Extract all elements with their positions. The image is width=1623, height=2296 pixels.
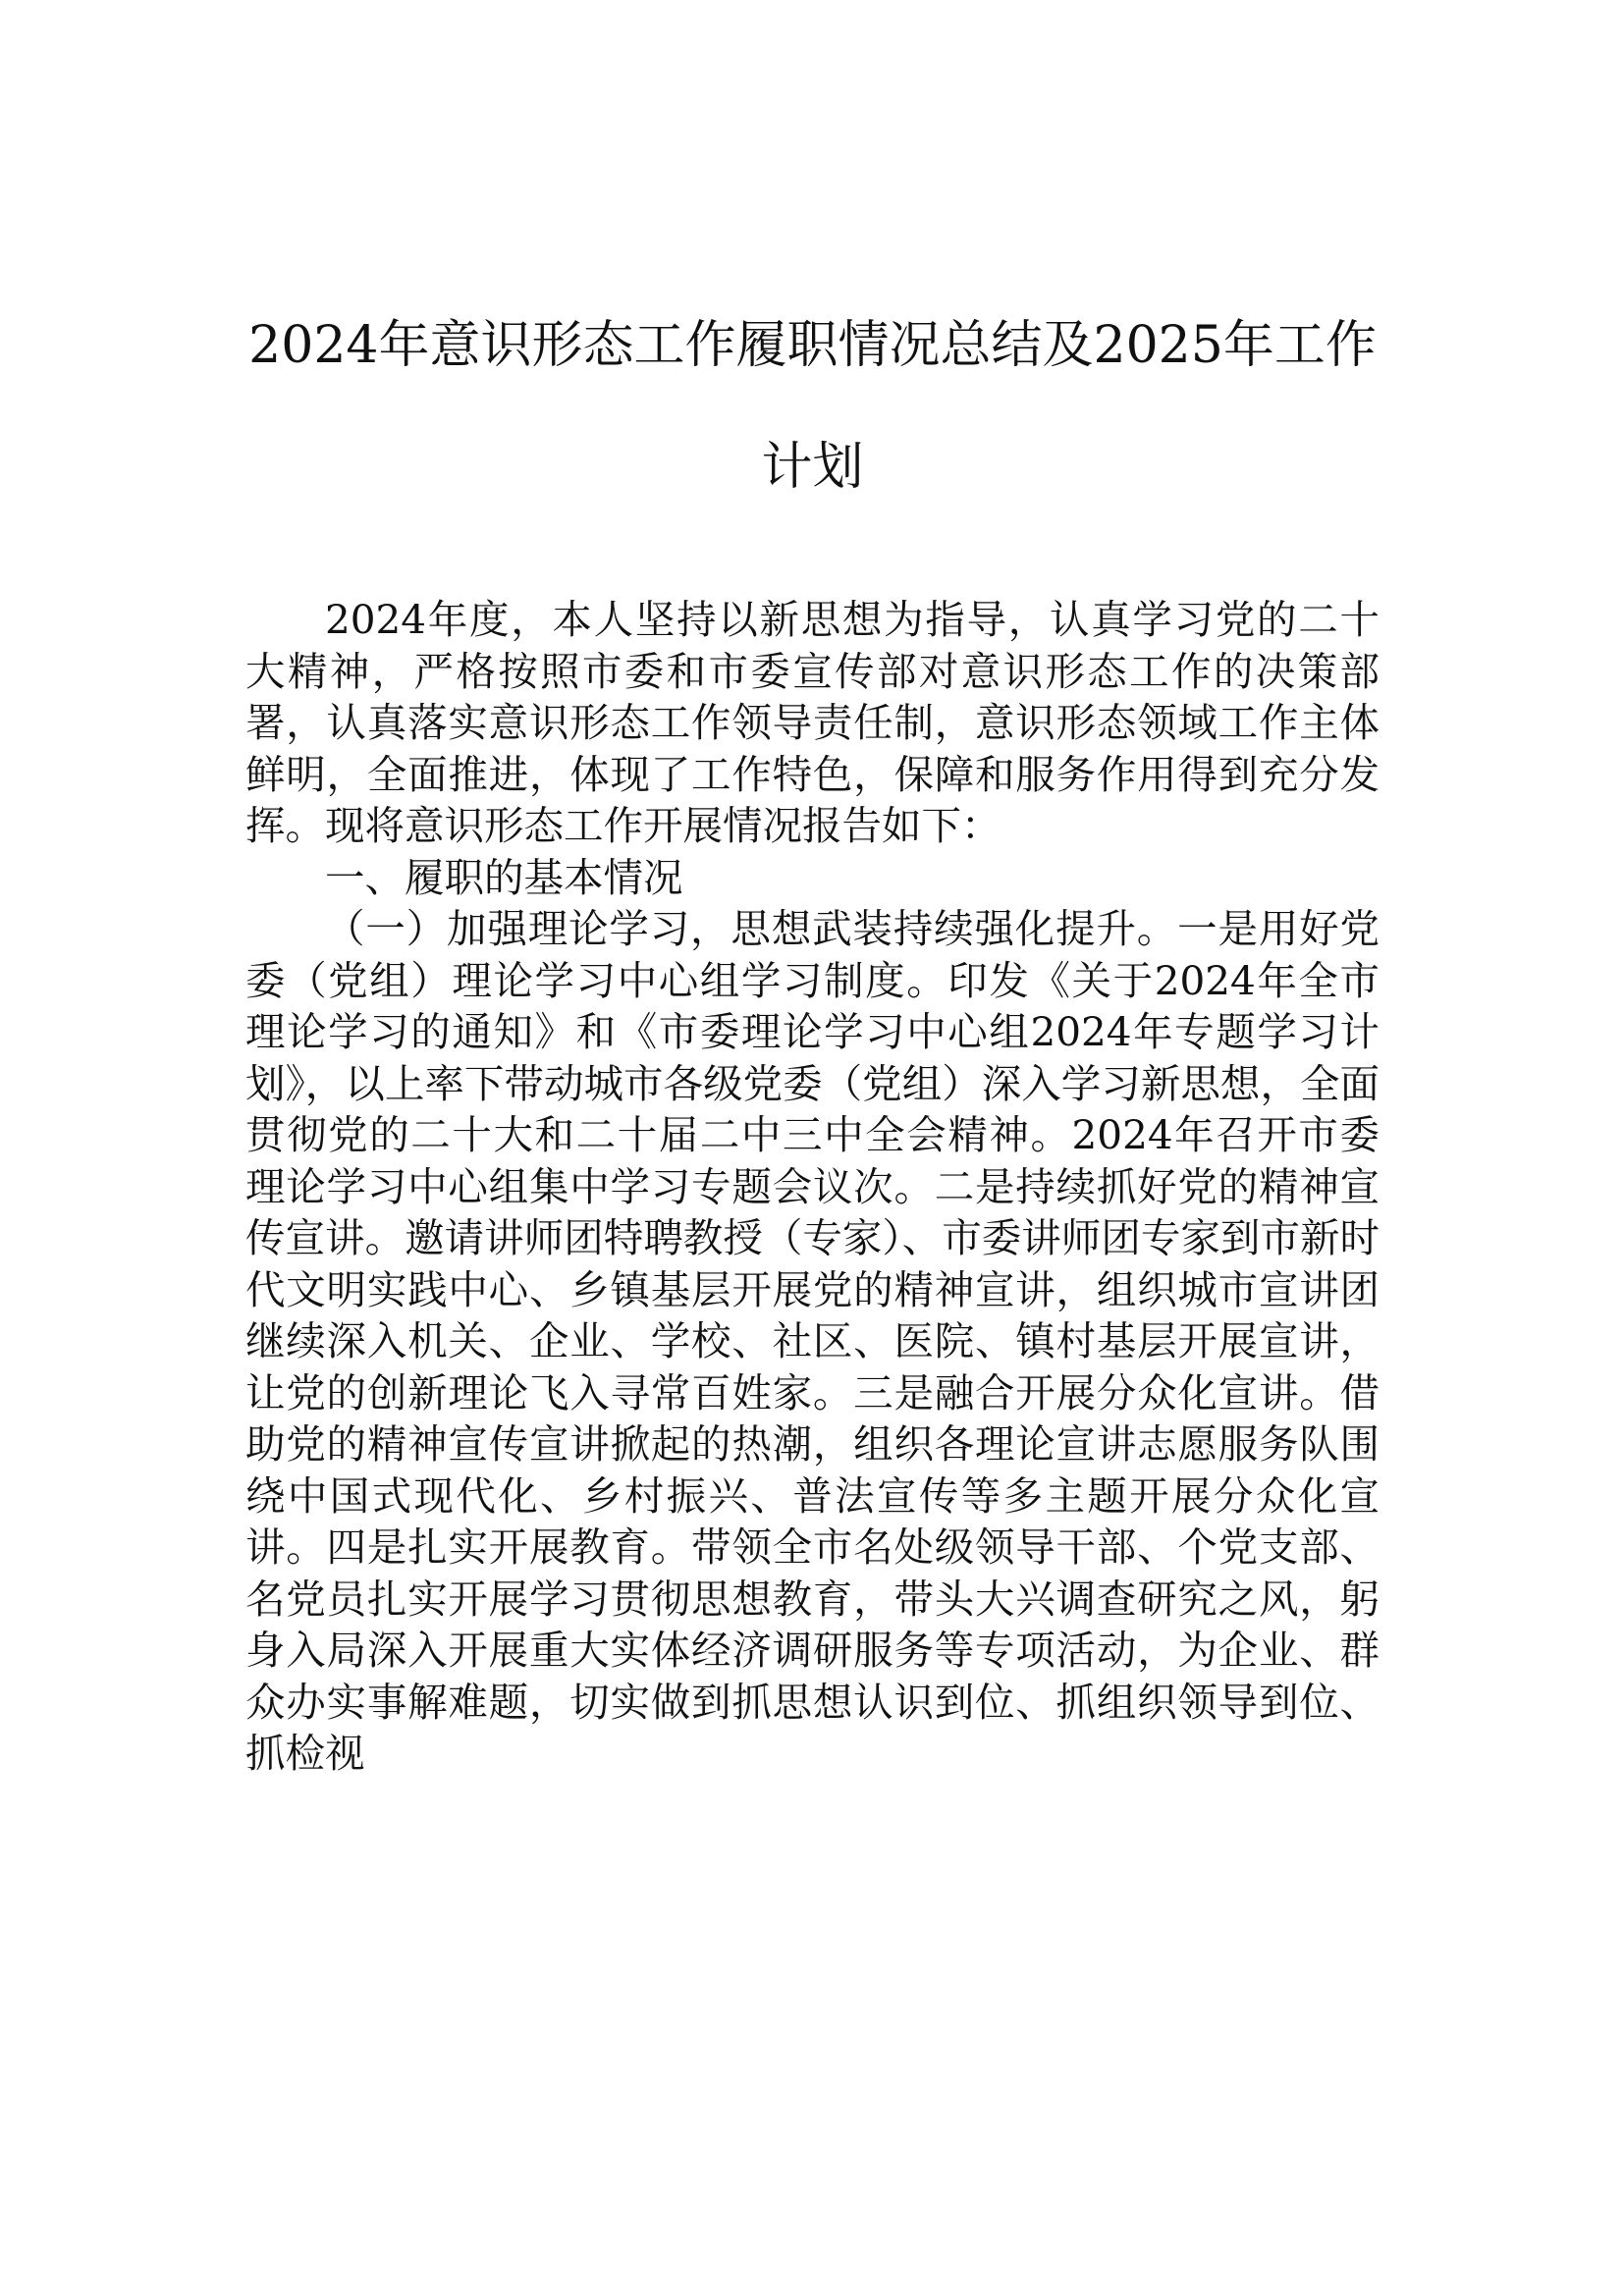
document-title: 2024年意识形态工作履职情况总结及2025年工作计划 (248, 316, 1377, 497)
body-paragraph: （一）加强理论学习，思想武装持续强化提升。一是用好党委（党组）理论学习中心组学习制度。印发《关于2024年全市理论学习的通知》和《市委理论学习中心组2024年专题学习计划》，以上率下带动城市各级党委（党组）深入学习新思想，全面贯彻党的二十大和二十届二中三中全会精神。2024年召开市委理论学习中心组集中学习专题会议次。二是持续抓好党的精神宣传宣讲。邀请讲师团特聘教授（专家）、市委讲师团专家到市新时代文明实践中心、乡镇基层开展党的精神宣讲，组织城市宣讲团继续深入机关、企业、学校、社区、医院、镇村基层开展宣讲，让党的创新理论飞入寻常百姓家。三是融合开展分众化宣讲。借助党的精神宣传宣讲掀起的热潮，组织各理论宣讲志愿服务队围绕中国式现代化、乡村振兴、普法宣传等多主题开展分众化宣讲。四是扎实开展教育。带领全市名处级领导干部、个党支部、名党员扎实开展学习贯彻思想教育，带头大兴调查研究之风，躬身入局深入开展重大实体经济调研服务等专项活动，为企业、群众办实事解难题，切实做到抓思想认识到位、抓组织领导到位、抓检视 (245, 905, 1380, 1777)
section-heading: 一、履职的基本情况 (325, 853, 683, 901)
intro-paragraph: 2024年度，本人坚持以新思想为指导，认真学习党的二十大精神，严格按照市委和市委宣传部对意识形态工作的决策部署，认真落实意识形态工作领导责任制，意识形态领域工作主体鲜明，全面推进，体现了工作特色，保障和服务作用得到充分发挥。现将意识形态工作开展情况报告如下： (245, 596, 1380, 849)
document-body (245, 594, 1380, 1780)
